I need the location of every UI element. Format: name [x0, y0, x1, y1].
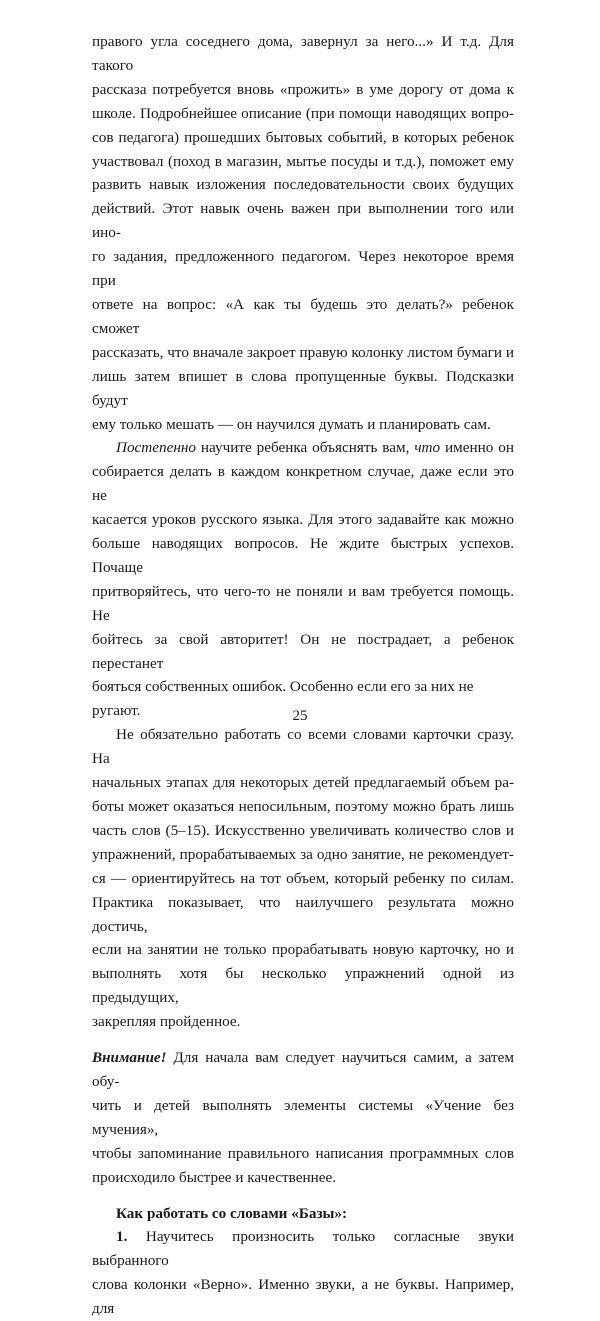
text-line: рассказа потребуется вновь «прожить» в уме дорогу от дома к — [92, 80, 514, 98]
text-line: лишь затем впишет в слова пропущенные буквы. Подсказки будут — [92, 367, 514, 409]
text-line: ся — ориентируйтесь на тот объем, который ребенку по силам. — [92, 869, 514, 887]
page-number: 25 — [292, 708, 308, 724]
text-line: действий. Этот навык очень важен при выполнении того или ино- — [92, 200, 514, 242]
paragraph-1 — [92, 30, 514, 436]
text-line: бояться собственных ошибок. Особенно если его за них не ругают. — [92, 678, 474, 720]
text-line: участвовал (поход в магазин, мытье посуды и т.д.), поможет ему — [92, 152, 514, 170]
text-line: правого угла соседнего дома, завернул за него...» И т.д. Для такого — [92, 33, 514, 74]
text-line — [92, 436, 514, 460]
text-line: начальных этапах для некоторых детей предлагаемый объем ра- — [92, 774, 514, 792]
paragraph-2 — [92, 436, 514, 723]
step-1 — [92, 1225, 514, 1321]
text-fragment: Научитесь произносить только согласные звуки выбранного — [92, 1228, 514, 1270]
paragraph-gap — [92, 1190, 514, 1202]
text-line — [92, 1225, 514, 1273]
text-line: рассказать, что вначале закроет правую колонку листом бумаги и — [92, 343, 514, 361]
section-heading: Как работать со словами «Базы»: — [116, 1204, 348, 1222]
text-line: го задания, предложенного педагогом. Через некоторое время при — [92, 248, 514, 290]
text-line: бойтесь за свой авторитет! Он не пострадает, а ребенок перестанет — [92, 630, 514, 672]
text-line — [92, 1046, 514, 1094]
text-line: развить навык изложения последовательности своих будущих — [92, 176, 514, 194]
text-line: Не обязательно работать со всеми словами карточки сразу. На — [92, 726, 514, 768]
text-line: собирается делать в каждом конкретном случае, даже если это не — [92, 463, 514, 505]
italic-word: Постепенно — [116, 439, 197, 457]
text-line: слова колонки «Верно». Именно звуки, а не буквы. Например, для — [92, 1276, 514, 1318]
text-line: притворяйтесь, что чего-то не поняли и вам требуется помощь. Не — [92, 582, 514, 624]
attention-label: Внимание! — [92, 1049, 167, 1067]
paragraph-4 — [92, 1046, 514, 1189]
text-line: происходило быстрее и качественнее. — [92, 1168, 337, 1186]
text-line: закрепляя пройденное. — [92, 1013, 241, 1031]
text-fragment: научите ребенка объяснять вам, — [196, 439, 415, 457]
step-number: 1. — [116, 1228, 128, 1246]
text-line: боты может оказаться непосильным, поэтому можно брать лишь — [92, 798, 514, 815]
text-fragment: именно он — [440, 439, 514, 457]
body-text — [92, 30, 514, 1321]
text-fragment: Для начала вам следует научиться самим, а затем обу- — [92, 1049, 514, 1090]
paragraph-gap — [92, 1034, 514, 1046]
text-line: касается уроков русского языка. Для этого задавайте как можно — [92, 511, 514, 529]
text-line: часть слов (5–15). Искусственно увеличивать количество слов и — [92, 821, 514, 839]
text-line: Практика показывает, что наилучшего результата можно достичь, — [92, 893, 514, 935]
text-line: сов педагога) прошедших бытовых событий, в которых ребенок — [92, 128, 514, 146]
text-line: ему только мешать — он научился думать и планировать сам. — [92, 415, 491, 433]
paragraph-3 — [92, 723, 514, 1034]
text-line: больше наводящих вопросов. Не ждите быстрых успехов. Почаще — [92, 535, 514, 576]
text-line: выполнять хотя бы несколько упражнений одной из предыдущих, — [92, 965, 514, 1007]
text-line: если на занятии не только прорабатывать новую карточку, но и — [92, 941, 514, 959]
text-line: чить и детей выполнять элементы системы «Учение без мучения», — [92, 1096, 514, 1138]
italic-word: что — [414, 439, 441, 457]
text-line: школе. Подробнейшее описание (при помощи наводящих вопро- — [92, 104, 514, 122]
text-line: ответе на вопрос: «А как ты будешь это делать?» ребенок сможет — [92, 295, 514, 337]
text-line: чтобы запоминание правильного написания программных слов — [92, 1144, 514, 1162]
text-line: упражнений, прорабатываемых за одно занятие, не рекомендует- — [92, 845, 514, 863]
